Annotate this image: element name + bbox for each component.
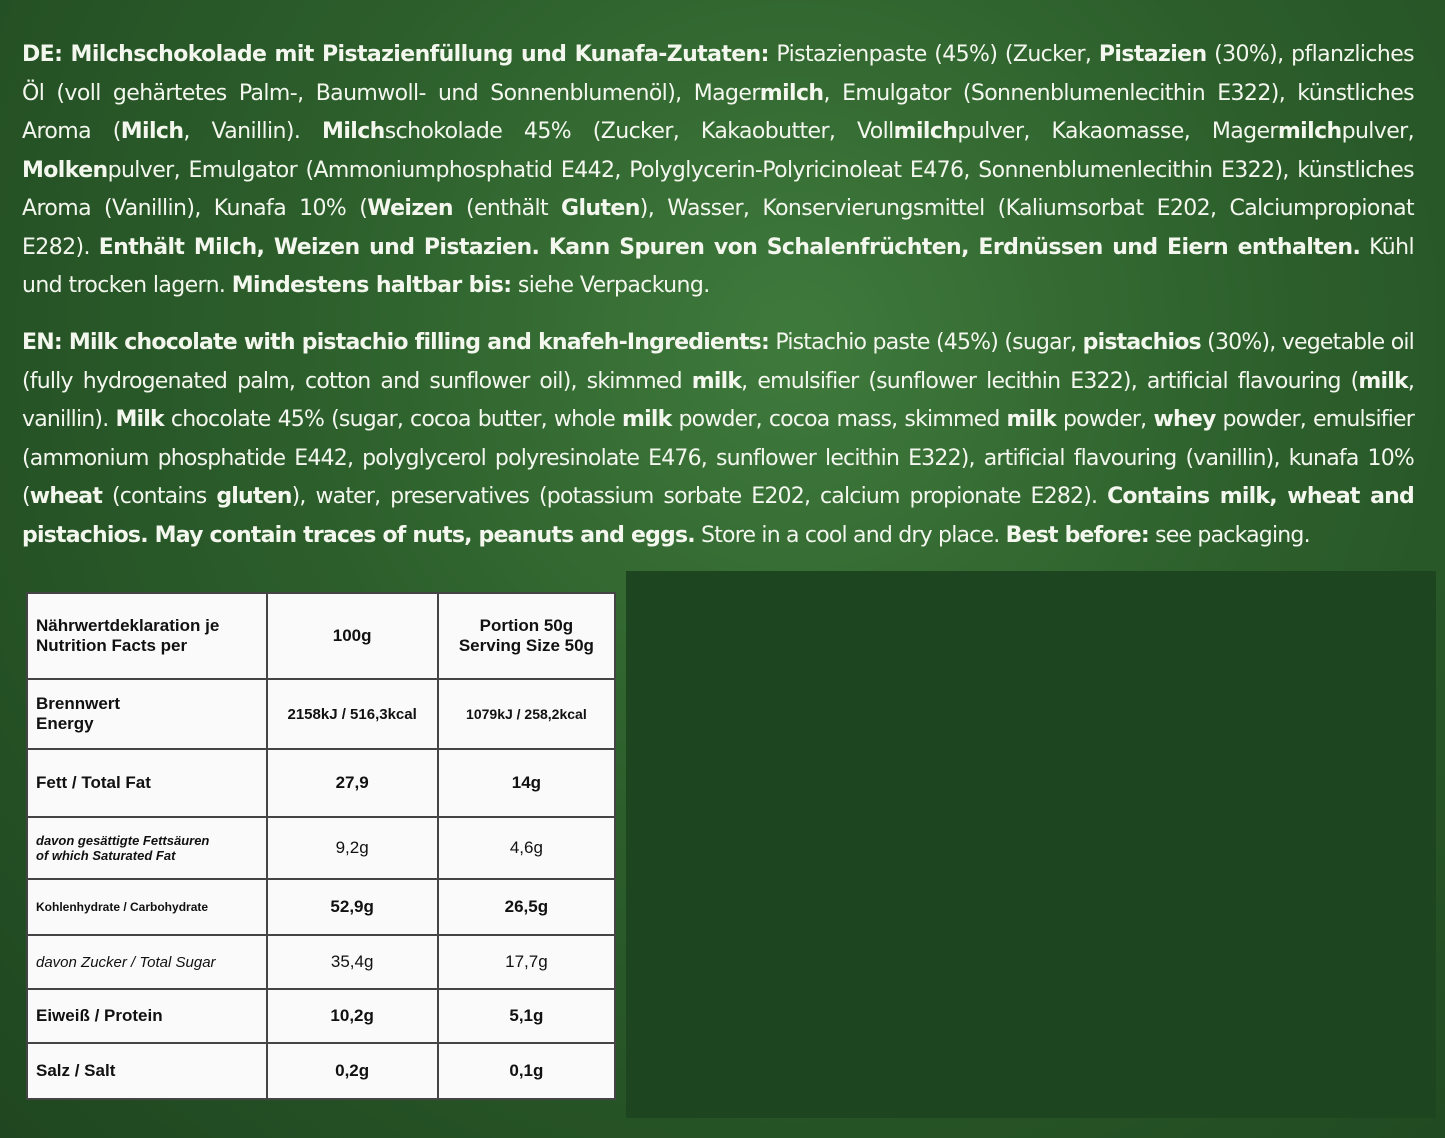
table-row-sugar — [27, 935, 615, 989]
en-best-before-label: Best before: — [1005, 522, 1149, 548]
row-label: Eiweiß / Protein — [27, 989, 267, 1043]
blank-dark-panel — [626, 571, 1436, 1118]
de-allergen-statement: Enthält Milch, Weizen und Pistazien. Kann Spuren von Schalenfrüchten, Erdnüssen und Eiern enthalten. — [98, 234, 1361, 260]
row-label: Kohlenhydrate / Carbohydrate — [27, 879, 267, 935]
table-row-fat — [27, 749, 615, 817]
row-value-100g: 52,9g — [267, 879, 438, 935]
german-ingredients-text: DE: Milchschokolade mit Pistazienfüllung und Kunafa-Zutaten: Pistazienpaste (45%) (Zucker, Pistazien (30%), pflanzliches Öl (voll gehärtetes Palm-, Baumwoll- und Sonnenblumenöl), Magermilch, Emulgator (Sonnenblumenlecithin E322), künstliches Aroma (Milch, Vanillin). Milchschokolade 45% (Zucker, Kakaobutter, Vollmilchpulver, Kakaomasse, Magermilchpulver, Molkenpulver, Emulgator (Ammoniumphosphatid E442, Polyglycerin-Polyricinoleat E476, Sonnenblumenlecithin E322), künstliches Aroma (Vanillin), Kunafa 10% (Weizen (enthält Gluten), Wasser, Konservierungsmittel (Kaliumsorbat E202, Calciumpropionat E282). Enthält Milch, Weizen und Pistazien. Kann Spuren von Schalenfrüchten, Erdnüssen und Eiern enthalten. Kühl und trocken lagern. Mindestens haltbar bis: siehe Verpackung. — [22, 42, 1415, 298]
de-heading: DE: Milchschokolade mit Pistazienfüllung und Kunafa-Zutaten: — [22, 42, 769, 67]
header-100g-cell: 100g — [267, 593, 438, 679]
row-label: Fett / Total Fat — [27, 749, 267, 817]
row-label: Brennwert Energy — [27, 679, 267, 749]
row-value-portion: 4,6g — [438, 817, 615, 879]
row-label: davon Zucker / Total Sugar — [27, 935, 267, 989]
header-portion-cell: Portion 50g Serving Size 50g — [438, 593, 615, 679]
row-value-100g: 0,2g — [267, 1043, 438, 1099]
row-value-100g: 35,4g — [267, 935, 438, 989]
table-row-carbohydrate — [27, 879, 615, 935]
table-row-salt — [27, 1043, 615, 1099]
row-label: Salz / Salt — [27, 1043, 267, 1099]
de-best-before-label: Mindestens haltbar bis: — [231, 273, 512, 298]
table-row-saturated-fat — [27, 817, 615, 879]
table-row-energy — [27, 679, 615, 749]
nutrition-table — [26, 592, 616, 1100]
en-heading: EN: Milk chocolate with pistachio filling and knafeh-Ingredients: — [22, 330, 769, 355]
row-label: davon gesättigte Fettsäuren of which Saturated Fat — [27, 817, 267, 879]
row-value-portion: 17,7g — [438, 935, 615, 989]
row-value-portion: 5,1g — [438, 989, 615, 1043]
english-ingredients-text: EN: Milk chocolate with pistachio filling and knafeh-Ingredients: Pistachio paste (45%) (sugar, pistachios (30%), vegetable oil (fully hydrogenated palm, cotton and sunflower oil), skimmed milk, emulsifier (sunflower lecithin E322), artificial flavouring (milk, vanillin). Milk chocolate 45% (sugar, cocoa butter, whole milk powder, cocoa mass, skimmed milk powder, whey powder, emulsifier (ammonium phosphatide E442, polyglycerol polyresinolate E476, sunflower lecithin E322), artificial flavouring (vanillin), kunafa 10% (wheat (contains gluten), water, preservatives (potassium sorbate E202, calcium propionate E282). Contains milk, wheat and pistachios. May contain traces of nuts, peanuts and eggs. Store in a cool and dry place. Best before: see packaging. — [22, 330, 1415, 548]
row-value-100g: 9,2g — [267, 817, 438, 879]
en-allergen-statement: Contains milk, wheat and pistachios. May contain traces of nuts, peanuts and eggs. — [22, 484, 1414, 548]
row-value-portion: 26,5g — [438, 879, 615, 935]
row-value-portion: 14g — [438, 749, 615, 817]
row-value-100g: 27,9 — [267, 749, 438, 817]
table-row-protein — [27, 989, 615, 1043]
row-value-100g: 2158kJ / 516,3kcal — [267, 679, 438, 749]
row-value-portion: 0,1g — [438, 1043, 615, 1099]
row-value-portion: 1079kJ / 258,2kcal — [438, 679, 615, 749]
table-header-row — [27, 593, 615, 679]
row-value-100g: 10,2g — [267, 989, 438, 1043]
header-label-cell: Nährwertdeklaration je Nutrition Facts per — [27, 593, 267, 679]
